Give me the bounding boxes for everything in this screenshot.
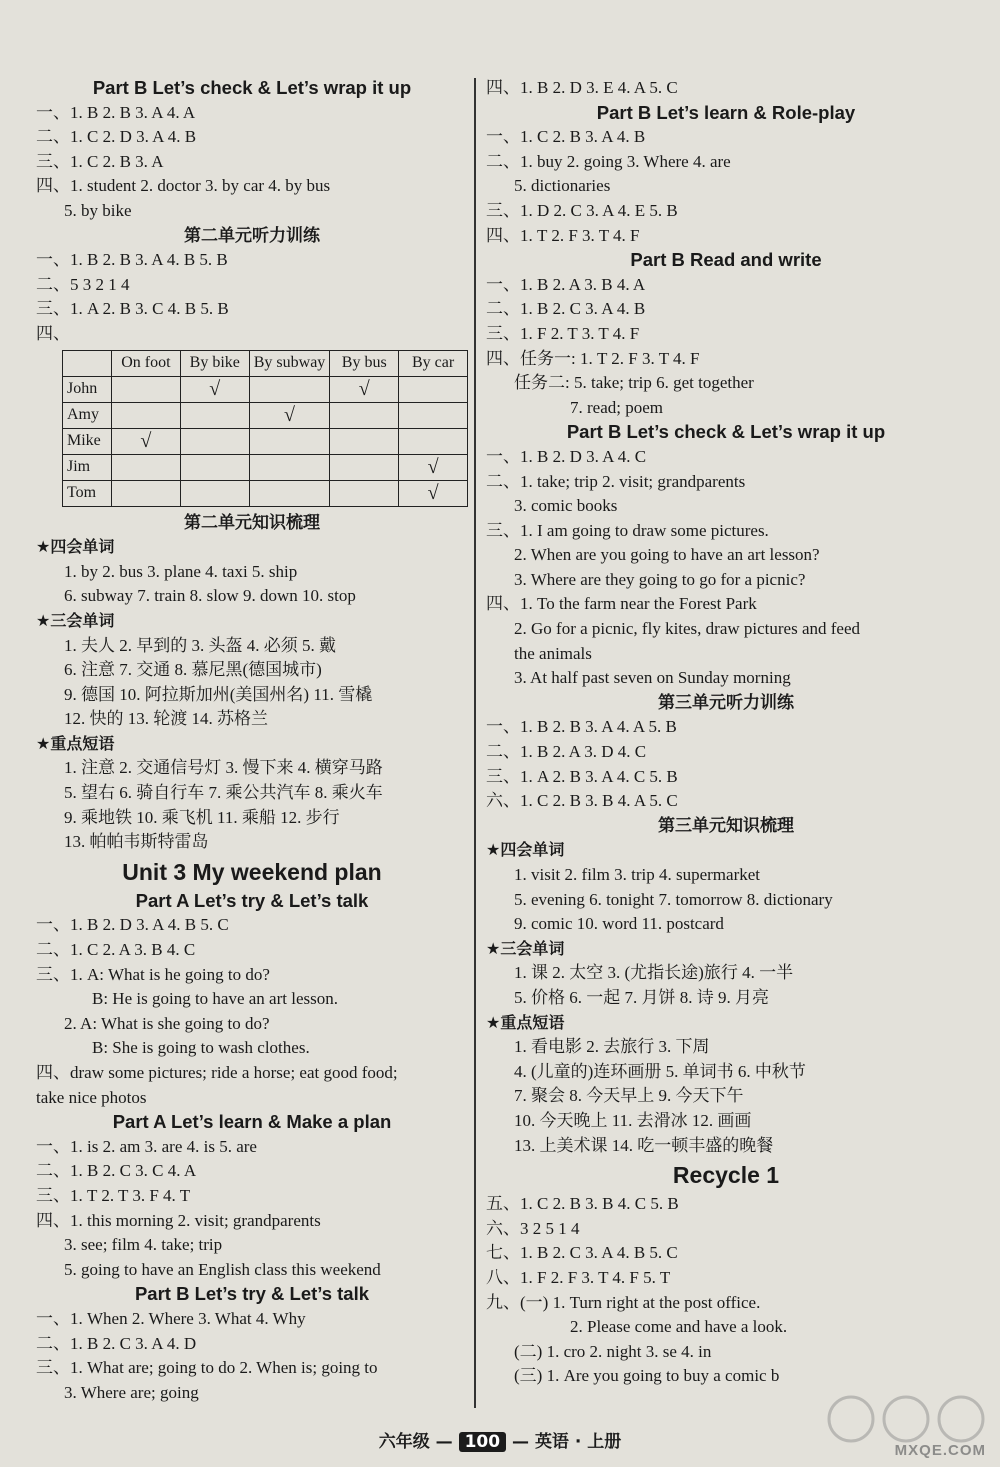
answer-line: 二、1. B 2. A 3. D 4. C <box>486 742 647 762</box>
footer-subject: 英语 · 上册 <box>534 1432 622 1452</box>
left-column <box>36 76 468 1405</box>
answer-line: 二、1. B 2. C 3. A 4. D <box>36 1333 197 1353</box>
vocab-category-label: ★三会单词 <box>36 610 115 630</box>
vocab-category-label: ★四会单词 <box>36 537 115 557</box>
answer-line: (二) 1. cro 2. night 3. se 4. in <box>514 1341 712 1361</box>
table-check-cell <box>399 376 468 402</box>
answer-line: 9. 德国 10. 阿拉斯加州(美国州名) 11. 雪橇 <box>64 684 373 704</box>
table-check-cell <box>249 480 330 506</box>
section-heading: Part B Let’s learn & Role-play <box>596 101 856 123</box>
footer-grade: 六年级 <box>378 1432 430 1452</box>
section-heading: Part A Let’s try & Let’s talk <box>135 889 369 911</box>
table-header-cell: By subway <box>249 350 330 376</box>
table-row <box>63 376 468 402</box>
answer-line: 一、1. B 2. B 3. A 4. A 5. B <box>486 717 677 737</box>
table-check-cell <box>111 402 180 428</box>
answer-line: 二、1. take; trip 2. visit; grandparents <box>486 471 746 491</box>
table-check-cell <box>180 428 249 454</box>
table-row-name: Jim <box>63 454 112 480</box>
table-check-cell <box>399 428 468 454</box>
table-check-cell <box>399 402 468 428</box>
watermark-circle-3 <box>939 1397 983 1441</box>
section-heading: Part B Let’s check & Let’s wrap it up <box>566 421 886 443</box>
answer-line: 四、 <box>36 323 70 343</box>
answer-line: 2. When are you going to have an art lesson? <box>514 545 820 565</box>
answer-line: 1. 课 2. 太空 3. (尤指长途)旅行 4. 一半 <box>514 963 794 983</box>
table-check-cell <box>330 454 399 480</box>
answer-line: 1. visit 2. film 3. trip 4. supermarket <box>514 865 760 884</box>
chinese-section-heading: 第二单元听力训练 <box>184 225 320 246</box>
answer-line: 2. Please come and have a look. <box>570 1317 788 1337</box>
answer-line: 四、1. student 2. doctor 3. by car 4. by bus <box>36 176 331 196</box>
answer-line: 7. read; poem <box>570 397 663 417</box>
column-divider <box>474 78 476 1408</box>
answer-line: 5. dictionaries <box>514 176 611 196</box>
table-row <box>63 454 468 480</box>
unit-title: Unit 3 My weekend plan <box>122 858 382 885</box>
answer-line: 三、1. C 2. B 3. A <box>36 151 164 171</box>
answer-line: 13. 上美术课 14. 吃一顿丰盛的晚餐 <box>514 1135 774 1155</box>
answer-line: 二、1. C 2. A 3. B 4. C <box>36 940 196 960</box>
answer-line: 四、1. T 2. F 3. T 4. F <box>486 225 640 245</box>
answer-line: 三、1. A 2. B 3. A 4. C 5. B <box>486 766 678 786</box>
right-column <box>486 76 966 1389</box>
table-row-name: Tom <box>63 480 112 506</box>
table-row-name: Mike <box>63 428 112 454</box>
table-header-cell: On foot <box>111 350 180 376</box>
chinese-section-heading: 第二单元知识梳理 <box>184 512 320 533</box>
answer-line: 10. 今天晚上 11. 去滑冰 12. 画画 <box>514 1110 752 1130</box>
answer-line: 二、5 3 2 1 4 <box>36 274 130 294</box>
footer-dash-2: — <box>512 1432 530 1452</box>
answer-line: 5. going to have an English class this weekend <box>64 1259 381 1279</box>
table-check-cell: √ <box>111 428 180 454</box>
answer-line: 三、1. A 2. B 3. C 4. B 5. B <box>36 299 229 319</box>
section-heading: Part B Let’s check & Let’s wrap it up <box>92 77 412 98</box>
answer-line: 一、1. B 2. D 3. A 4. C <box>486 446 647 466</box>
answer-line: 四、1. this morning 2. visit; grandparents <box>36 1210 321 1230</box>
chinese-section-heading: 第三单元知识梳理 <box>658 815 794 836</box>
answer-line: 3. Where are they going to go for a picnic? <box>514 569 806 589</box>
vocab-category-label: ★重点短语 <box>36 733 115 753</box>
answer-line: 3. At half past seven on Sunday morning <box>514 668 791 688</box>
watermark-text: MXQE.COM <box>894 1442 986 1459</box>
answer-line: B: She is going to wash clothes. <box>92 1038 310 1058</box>
vocab-category-label: ★重点短语 <box>486 1012 565 1032</box>
table-header-cell: By bike <box>180 350 249 376</box>
answer-line: the animals <box>514 643 592 663</box>
answer-line: 2. Go for a picnic, fly kites, draw pictures and feed <box>514 619 861 639</box>
answer-line: 四、1. To the farm near the Forest Park <box>486 594 757 614</box>
table-row <box>63 480 468 506</box>
table-header-row <box>63 350 468 376</box>
table-check-cell <box>111 454 180 480</box>
table-check-cell <box>180 402 249 428</box>
chinese-section-heading: 第三单元听力训练 <box>658 692 794 713</box>
answer-line: 6. subway 7. train 8. slow 9. down 10. stop <box>64 586 356 606</box>
table-check-cell <box>330 480 399 506</box>
section-heading: Part B Let’s try & Let’s talk <box>134 1283 370 1305</box>
answer-line: 1. 看电影 2. 去旅行 3. 下周 <box>514 1037 710 1057</box>
table-header-cell: By bus <box>330 350 399 376</box>
table-check-cell <box>330 402 399 428</box>
answer-line: 5. by bike <box>64 200 132 220</box>
answer-line: 三、1. T 2. T 3. F 4. T <box>36 1185 191 1205</box>
answer-line: 一、1. C 2. B 3. A 4. B <box>486 127 646 147</box>
vocab-category-label: ★四会单词 <box>486 840 565 860</box>
unit-title: Recycle 1 <box>672 1162 780 1189</box>
table-row-name: Amy <box>63 402 112 428</box>
table-check-cell <box>180 480 249 506</box>
table-check-cell: √ <box>399 454 468 480</box>
answer-line: 3. Where are; going <box>64 1382 199 1402</box>
answer-line: 4. (儿童的)连环画册 5. 单词书 6. 中秋节 <box>514 1061 806 1081</box>
table-check-cell <box>249 428 330 454</box>
answer-line: 六、1. C 2. B 3. B 4. A 5. C <box>486 791 678 811</box>
answer-line: (三) 1. Are you going to buy a comic b <box>514 1366 780 1386</box>
table-check-cell <box>330 428 399 454</box>
answer-line: 13. 帕帕韦斯特雷岛 <box>64 832 209 852</box>
answer-line: 二、1. buy 2. going 3. Where 4. are <box>486 151 731 171</box>
watermark-circle-1 <box>829 1397 873 1441</box>
answer-line: 3. see; film 4. take; trip <box>64 1235 223 1255</box>
answer-line: 3. comic books <box>514 496 618 516</box>
table-check-cell <box>180 454 249 480</box>
answer-line: 二、1. C 2. D 3. A 4. B <box>36 127 197 147</box>
answer-line: 一、1. When 2. Where 3. What 4. Why <box>36 1308 306 1328</box>
footer-dash-1: — <box>435 1432 453 1452</box>
answer-line: 一、1. B 2. D 3. A 4. B 5. C <box>36 915 229 935</box>
table-check-cell: √ <box>180 376 249 402</box>
answer-line: 三、1. D 2. C 3. A 4. E 5. B <box>486 200 678 220</box>
answer-line: 6. 注意 7. 交通 8. 慕尼黑(德国城市) <box>64 660 322 680</box>
answer-line: 5. evening 6. tonight 7. tomorrow 8. dictionary <box>514 889 833 909</box>
answer-line: 二、1. B 2. C 3. A 4. B <box>486 299 646 319</box>
answer-line: 八、1. F 2. F 3. T 4. F 5. T <box>486 1267 671 1287</box>
answer-line: 三、1. F 2. T 3. T 4. F <box>486 323 640 343</box>
table-header-cell <box>63 350 112 376</box>
answer-line: 二、1. B 2. C 3. C 4. A <box>36 1161 197 1181</box>
answer-line: 12. 快的 13. 轮渡 14. 苏格兰 <box>64 709 268 729</box>
answer-line: B: He is going to have an art lesson. <box>92 989 338 1009</box>
answer-line: 任务二: 5. take; trip 6. get together <box>514 373 754 393</box>
vocab-category-label: ★三会单词 <box>486 938 565 958</box>
table-check-cell: √ <box>330 376 399 402</box>
answer-line: 四、draw some pictures; ride a horse; eat good food; <box>36 1063 398 1082</box>
table-row <box>63 428 468 454</box>
answer-line: 1. 注意 2. 交通信号灯 3. 慢下来 4. 横穿马路 <box>64 758 383 778</box>
table-check-cell: √ <box>399 480 468 506</box>
answer-line: 1. 夫人 2. 早到的 3. 头盔 4. 必须 5. 戴 <box>64 635 336 655</box>
answer-line: 三、1. What are; going to do 2. When is; going to <box>36 1358 378 1378</box>
watermark-circle-2 <box>884 1397 928 1441</box>
answer-line: 六、3 2 5 1 4 <box>486 1218 580 1238</box>
answer-line: 一、1. B 2. B 3. A 4. A <box>36 102 196 122</box>
answer-line: 四、任务一: 1. T 2. F 3. T 4. F <box>486 348 700 368</box>
table-row-name: John <box>63 376 112 402</box>
answer-line: 5. 望右 6. 骑自行车 7. 乘公共汽车 8. 乘火车 <box>64 783 383 803</box>
answer-line: 一、1. is 2. am 3. are 4. is 5. are <box>36 1136 257 1156</box>
answer-line: 七、1. B 2. C 3. A 4. B 5. C <box>486 1243 678 1263</box>
page-number: 100 <box>459 1432 507 1452</box>
table-check-cell <box>249 454 330 480</box>
answer-line: 1. by 2. bus 3. plane 4. taxi 5. ship <box>64 561 298 581</box>
table-check-cell: √ <box>249 402 330 428</box>
answer-line: 一、1. B 2. A 3. B 4. A <box>486 274 646 294</box>
answer-line: 九、(一) 1. Turn right at the post office. <box>486 1292 761 1312</box>
answer-line: 一、1. B 2. B 3. A 4. B 5. B <box>36 250 228 270</box>
transport-table <box>62 350 468 507</box>
table-row <box>63 402 468 428</box>
answer-line: 7. 聚会 8. 今天早上 9. 今天下午 <box>514 1086 744 1106</box>
answer-line: 9. comic 10. word 11. postcard <box>514 914 724 934</box>
section-heading: Part B Read and write <box>630 249 822 271</box>
answer-line: 2. A: What is she going to do? <box>64 1013 270 1033</box>
table-check-cell <box>111 480 180 506</box>
answer-line: 三、1. I am going to draw some pictures. <box>486 520 769 540</box>
answer-line: 5. 价格 6. 一起 7. 月饼 8. 诗 9. 月亮 <box>514 987 769 1007</box>
answer-line: 五、1. C 2. B 3. B 4. C 5. B <box>486 1194 679 1214</box>
table-check-cell <box>249 376 330 402</box>
table-header-cell: By car <box>399 350 468 376</box>
section-heading: Part A Let’s learn & Make a plan <box>112 1111 392 1133</box>
answer-line: 四、1. B 2. D 3. E 4. A 5. C <box>486 78 678 97</box>
answer-line: take nice photos <box>36 1087 147 1107</box>
answer-line: 9. 乘地铁 10. 乘飞机 11. 乘船 12. 步行 <box>64 807 340 827</box>
answer-line: 三、1. A: What is he going to do? <box>36 964 270 984</box>
table-check-cell <box>111 376 180 402</box>
